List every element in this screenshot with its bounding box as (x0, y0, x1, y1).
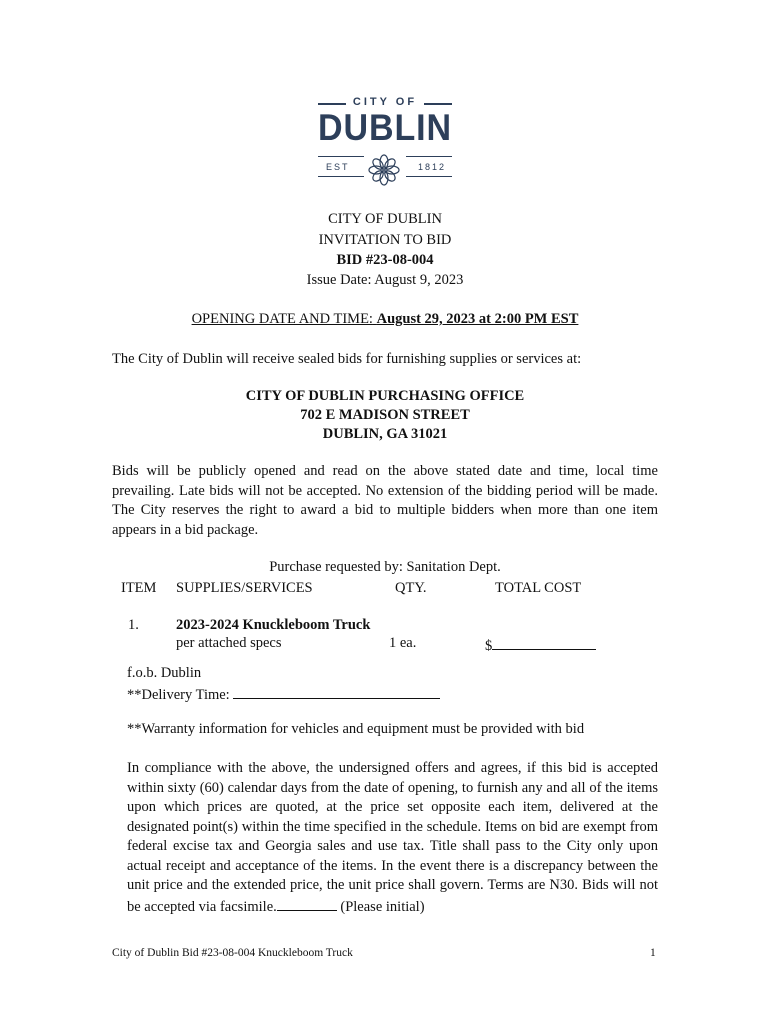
opening-value: August 29, 2023 at 2:00 PM EST (376, 311, 579, 327)
compliance-text: In compliance with the above, the undersigned offers and agrees, if this bid is accepted within sixty (60) calendar days from the date of opening, to furnish any and all of the items upon which prices are quoted, at the price set opposite each item, delivered at the designated point(s) within the time specified in the schedule. Items on bid are exempt from federal excise tax and Georgia sales and use tax. Title shall pass to the City only upon actual receipt and acceptance of the items. In the event there is a discrepancy between the unit price and the extended price, the unit price shall govern. Terms are N30. Bids will not be accepted via facsimile. (127, 760, 658, 915)
initial-label: (Please initial) (340, 898, 425, 915)
delivery-time-field[interactable] (127, 684, 440, 704)
issue-date: Issue Date: August 9, 2023 (306, 272, 464, 288)
col-header-item: ITEM (121, 580, 157, 596)
logo-year: 1812 (417, 162, 446, 172)
row-item-number: 1. (128, 617, 139, 633)
col-header-total: TOTAL COST (495, 580, 582, 596)
header-line1: CITY OF DUBLIN (328, 211, 442, 227)
delivery-label: **Delivery Time: (127, 687, 230, 703)
logo-rule (406, 176, 452, 177)
dollar-sign: $ (485, 638, 493, 654)
row-total-cost-field[interactable] (485, 635, 596, 655)
row-item-qty: 1 ea. (389, 635, 417, 651)
logo-rule (406, 156, 452, 157)
address-line3: DUBLIN, GA 31021 (322, 426, 448, 442)
page-number: 1 (650, 947, 656, 959)
compliance-paragraph (127, 759, 658, 917)
logo-est-row (310, 154, 460, 180)
intro-text: The City of Dublin will receive sealed bids for furnishing supplies or services at: (112, 351, 582, 367)
logo-city-of: CITY OF (352, 96, 418, 108)
opening-label: OPENING DATE AND TIME: (191, 311, 373, 327)
header-line2: INVITATION TO BID (318, 232, 452, 248)
logo-dublin: DUBLIN (317, 107, 453, 148)
total-cost-blank[interactable] (492, 635, 596, 650)
purchase-requested: Purchase requested by: Sanitation Dept. (269, 559, 501, 575)
initial-blank[interactable] (277, 896, 337, 911)
magnolia-flower-icon (368, 154, 400, 186)
footer-title: City of Dublin Bid #23-08-004 Knuckleboom Truck (112, 947, 353, 959)
address-line1: CITY OF DUBLIN PURCHASING OFFICE (245, 388, 525, 404)
address-line2: 702 E MADISON STREET (300, 407, 470, 423)
logo-est: EST (326, 162, 350, 172)
warranty-note: **Warranty information for vehicles and equipment must be provided with bid (127, 721, 585, 737)
logo-rule (318, 176, 364, 177)
delivery-time-blank[interactable] (233, 684, 440, 699)
opening-date-time (0, 311, 770, 328)
city-of-dublin-logo (310, 96, 460, 186)
bid-number: BID #23-08-004 (336, 252, 434, 268)
row-item-name: 2023-2024 Knuckleboom Truck (176, 617, 371, 633)
col-header-qty: QTY. (395, 580, 427, 596)
col-header-supplies: SUPPLIES/SERVICES (176, 580, 313, 596)
fob-text: f.o.b. Dublin (127, 665, 202, 681)
bid-notice: Bids will be publicly opened and read on the above stated date and time, local time prevailing. Late bids will not be accepted. No extension of the bidding period will be made. The City reserves the right to award a bid to multiple bidders when more than one item appears in a bid package. (112, 463, 658, 538)
row-item-detail: per attached specs (176, 635, 282, 651)
logo-rule (318, 156, 364, 157)
